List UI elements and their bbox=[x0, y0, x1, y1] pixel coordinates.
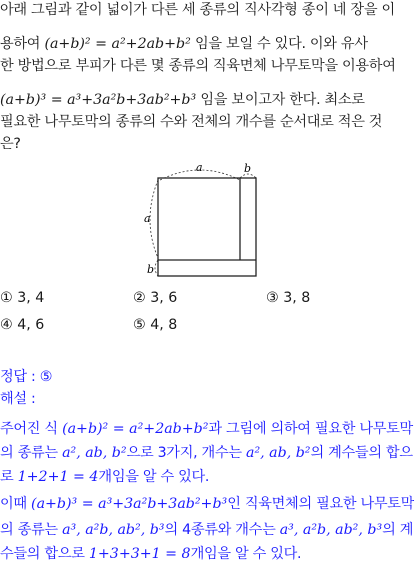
problem-line-6: 은? bbox=[0, 136, 21, 152]
explanation-label: 해설 : bbox=[0, 391, 36, 407]
option-5[interactable]: ⑤ 4, 8 bbox=[133, 317, 178, 333]
term-list: a³, a²b, ab², b³ bbox=[279, 522, 383, 538]
equation-cube: (a+b)³ = a³+3a²b+3ab²+b³ bbox=[0, 92, 197, 108]
label-a-left: a bbox=[144, 212, 151, 225]
problem-line-4 bbox=[0, 90, 400, 110]
equation-cube: (a+b)³ = a³+3a²b+3ab²+b³ bbox=[31, 496, 228, 512]
equation-square: (a+b)² = a²+2ab+b² bbox=[62, 421, 209, 437]
term-list: a³, a²b, ab², b³ bbox=[62, 522, 165, 538]
problem-line-5: 필요한 나무토막의 종류의 수와 전체의 개수를 순서대로 적은 것 bbox=[0, 114, 383, 130]
option-4[interactable]: ④ 4, 6 bbox=[0, 317, 45, 333]
explanation-line-5: 의 종류는 a³, a²b, ab², b³의 4종류와 개수는 a³, a²b, ab², b³의 계 bbox=[0, 522, 414, 538]
label-b-left: b bbox=[147, 263, 155, 276]
problem-text: 임을 보일 수 있다. 이와 유사 bbox=[195, 36, 368, 52]
dim-arc-a-left bbox=[150, 180, 158, 258]
sum-equation: 1+3+3+1 = 8 bbox=[88, 546, 191, 562]
square-diagram bbox=[140, 158, 270, 283]
problem-line-1: 아래 그림과 같이 넓이가 다른 세 종류의 직사각형 종이 네 장을 이 bbox=[0, 2, 395, 18]
option-2[interactable]: ② 3, 6 bbox=[133, 290, 178, 306]
problem-line-3: 한 방법으로 부피가 다른 몇 종류의 직육면체 나무토막을 이용하여 bbox=[0, 58, 396, 74]
problem-text: 임을 보이고자 한다. 최소로 bbox=[200, 92, 365, 108]
explanation-line-1: 주어진 식 (a+b)² = a²+2ab+b²과 그림에 의하여 필요한 나무토막 bbox=[0, 421, 413, 437]
problem-line-2 bbox=[0, 34, 400, 54]
explanation-line-4: 이때 (a+b)³ = a³+3a²b+3ab²+b³인 직육면체의 필요한 나무토막 bbox=[0, 496, 414, 512]
option-1[interactable]: ① 3, 4 bbox=[0, 290, 45, 306]
sum-equation: 1+2+1 = 4 bbox=[17, 469, 99, 485]
explanation-line-2: 의 종류는 a², ab, b²으로 3가지, 개수는 a², ab, b²의 계수들의 합으 bbox=[0, 445, 413, 461]
answer-label: 정답 : ⑤ bbox=[0, 369, 53, 385]
explanation-line-6: 수들의 합으로 1+3+3+1 = 8개임을 알 수 있다. bbox=[0, 546, 302, 562]
explanation-line-3: 로 1+2+1 = 4개임을 알 수 있다. bbox=[0, 469, 210, 485]
outer-square bbox=[158, 178, 256, 276]
label-a-top: a bbox=[196, 161, 203, 174]
option-3[interactable]: ③ 3, 8 bbox=[266, 290, 311, 306]
equation-square: (a+b)² = a²+2ab+b² bbox=[44, 36, 191, 52]
label-b-top: b bbox=[244, 162, 252, 175]
term-list: a², ab, b² bbox=[62, 445, 127, 461]
problem-text: 용하여 bbox=[0, 36, 41, 52]
term-list: a², ab, b² bbox=[245, 445, 311, 461]
